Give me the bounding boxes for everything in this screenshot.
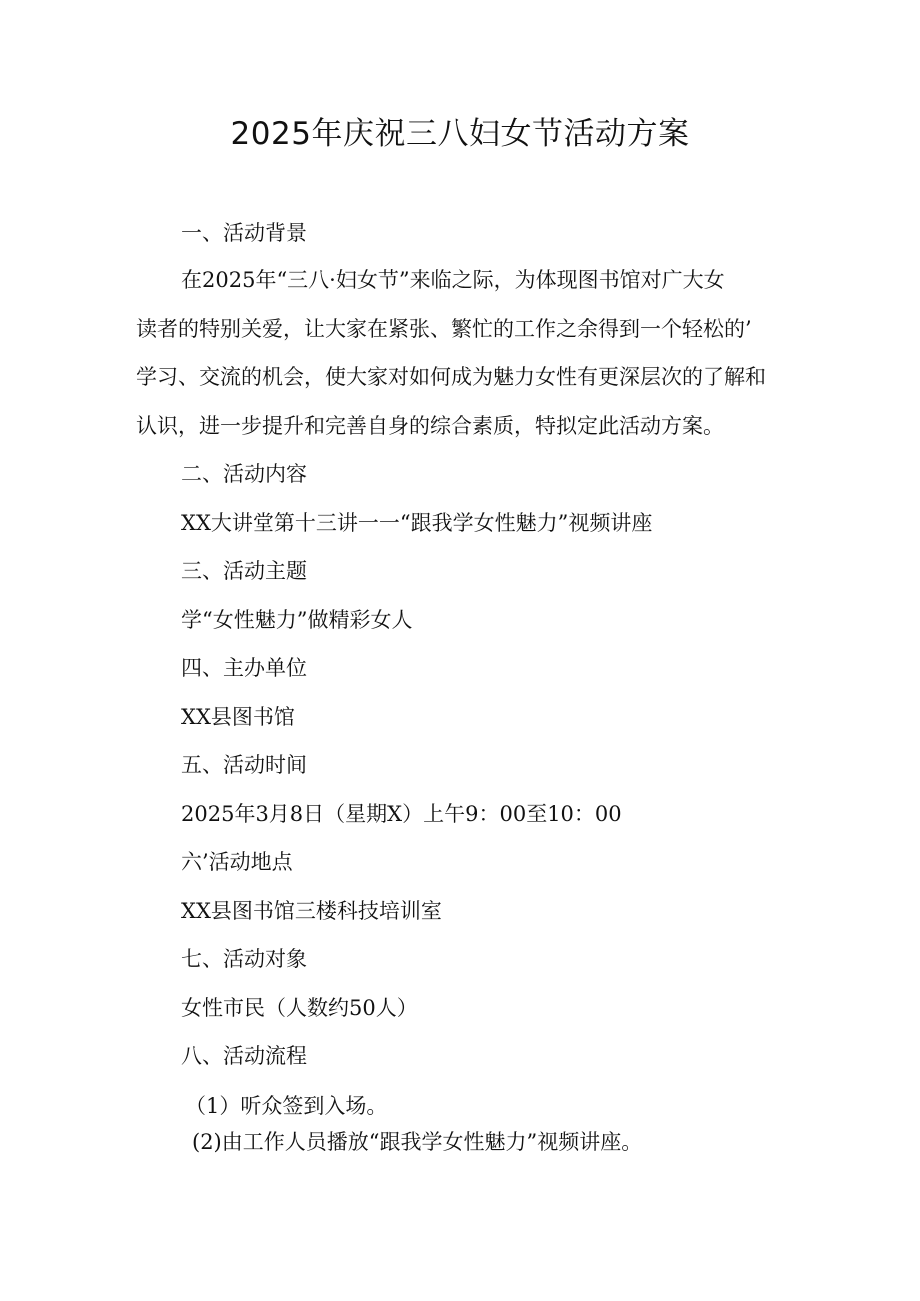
paragraph-line-1: 在2025年“三八·妇女节”来临之际，为体现图书馆对广大女 xyxy=(181,268,725,292)
location-body: XX县图书馆三楼科技培训室 xyxy=(181,899,442,923)
section-heading-time: 五、活动时间 xyxy=(181,753,307,777)
paragraph-line-3: 学习、交流的机会，使大家对如何成为魅力女性有更深层次的了解和 xyxy=(136,365,766,389)
process-step-2: (2)由工作人员播放“跟我学女性魅力”视频讲座。 xyxy=(192,1130,643,1154)
section-heading-location: 六’活动地点 xyxy=(181,850,293,874)
document-title: 2025年庆祝三八妇女节活动方案 xyxy=(230,116,690,152)
section-heading-audience: 七、活动对象 xyxy=(181,947,307,971)
section-heading-background: 一、活动背景 xyxy=(181,221,307,245)
section-heading-content: 二、活动内容 xyxy=(181,462,307,486)
audience-body: 女性市民（人数约50人） xyxy=(181,996,418,1020)
background-paragraph xyxy=(136,256,786,450)
section-heading-process: 八、活动流程 xyxy=(181,1044,307,1068)
paragraph-line-2: 读者的特别关爱，让大家在紧张、繁忙的工作之余得到一个轻松的’ xyxy=(136,316,752,341)
time-body: 2025年3月8日（星期X）上午9：00至10：00 xyxy=(181,802,622,826)
content-body: XX大讲堂第十三讲一一“跟我学女性魅力”视频讲座 xyxy=(181,511,653,535)
process-step-1: （1）听众签到入场。 xyxy=(185,1094,388,1118)
organizer-body: XX县图书馆 xyxy=(181,705,295,729)
paragraph-line-4: 认识，进一步提升和完善自身的综合素质，特拟定此活动方案。 xyxy=(136,413,724,438)
section-heading-theme: 三、活动主题 xyxy=(181,559,307,583)
theme-body: 学“女性魅力”做精彩女人 xyxy=(181,608,413,632)
section-heading-organizer: 四、主办单位 xyxy=(181,656,307,680)
